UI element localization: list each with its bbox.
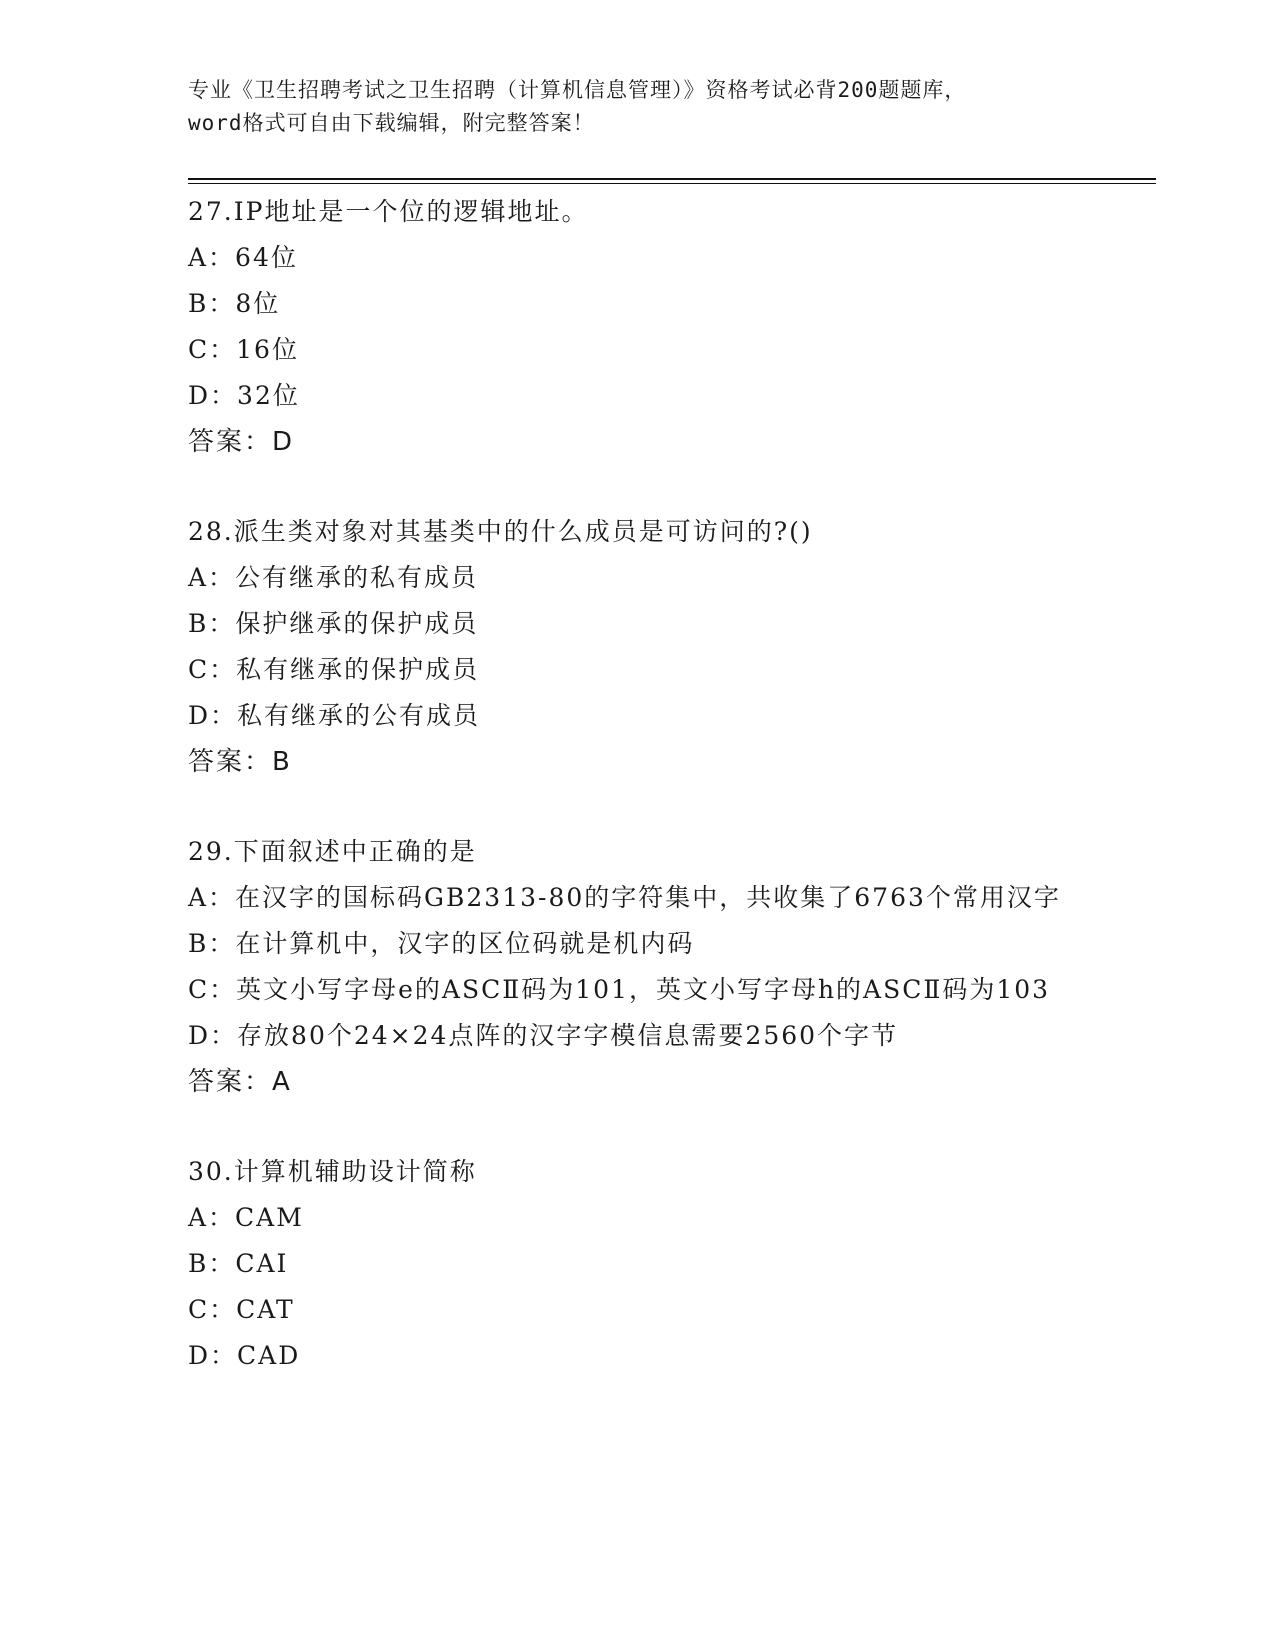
header-title-line-1: 专业《卫生招聘考试之卫生招聘（计算机信息管理）》资格考试必背200题题库，: [188, 78, 967, 102]
option-a: A：64位: [188, 243, 298, 272]
question-30: [188, 1149, 1068, 1379]
question-stem: 28.派生类对象对其基类中的什么成员是可访问的?(): [188, 517, 813, 546]
option-b: B：8位: [188, 289, 281, 318]
question-stem: 30.计算机辅助设计简称: [188, 1157, 477, 1186]
option-b: B：CAI: [188, 1249, 289, 1278]
option-d: D：私有继承的公有成员: [188, 701, 481, 730]
document-header: [188, 74, 1088, 140]
answer-key: 答案：A: [188, 1067, 292, 1097]
question-spacer: [188, 785, 1068, 829]
option-a: A：在汉字的国标码GB2313-80的字符集中，共收集了6763个常用汉字: [188, 883, 1061, 912]
question-28: [188, 509, 1068, 785]
question-29: [188, 829, 1068, 1105]
question-spacer: [188, 1105, 1068, 1149]
option-c: C：英文小写字母e的ASCⅡ码为101，英文小写字母h的ASCⅡ码为103: [188, 975, 1051, 1004]
option-b: B：在计算机中，汉字的区位码就是机内码: [188, 929, 695, 958]
question-stem: 27.IP地址是一个位的逻辑地址。: [188, 197, 589, 226]
answer-key: 答案：D: [188, 427, 295, 457]
header-divider-thick: [188, 178, 1156, 180]
question-list: [188, 189, 1068, 1379]
option-d: D：存放80个24×24点阵的汉字字模信息需要2560个字节: [188, 1021, 899, 1050]
option-c: C：CAT: [188, 1295, 295, 1324]
question-spacer: [188, 465, 1068, 509]
answer-key: 答案：B: [188, 747, 292, 777]
header-title-line-2: word格式可自由下载编辑，附完整答案！: [188, 111, 595, 135]
option-a: A：公有继承的私有成员: [188, 563, 479, 592]
question-27: [188, 189, 1068, 465]
option-c: C：私有继承的保护成员: [188, 655, 480, 684]
option-b: B：保护继承的保护成员: [188, 609, 479, 638]
question-stem: 29.下面叙述中正确的是: [188, 837, 477, 866]
option-d: D：CAD: [188, 1341, 301, 1370]
header-divider-thin: [188, 183, 1156, 184]
option-d: D：32位: [188, 381, 300, 410]
option-a: A：CAM: [188, 1203, 304, 1232]
option-c: C：16位: [188, 335, 299, 364]
